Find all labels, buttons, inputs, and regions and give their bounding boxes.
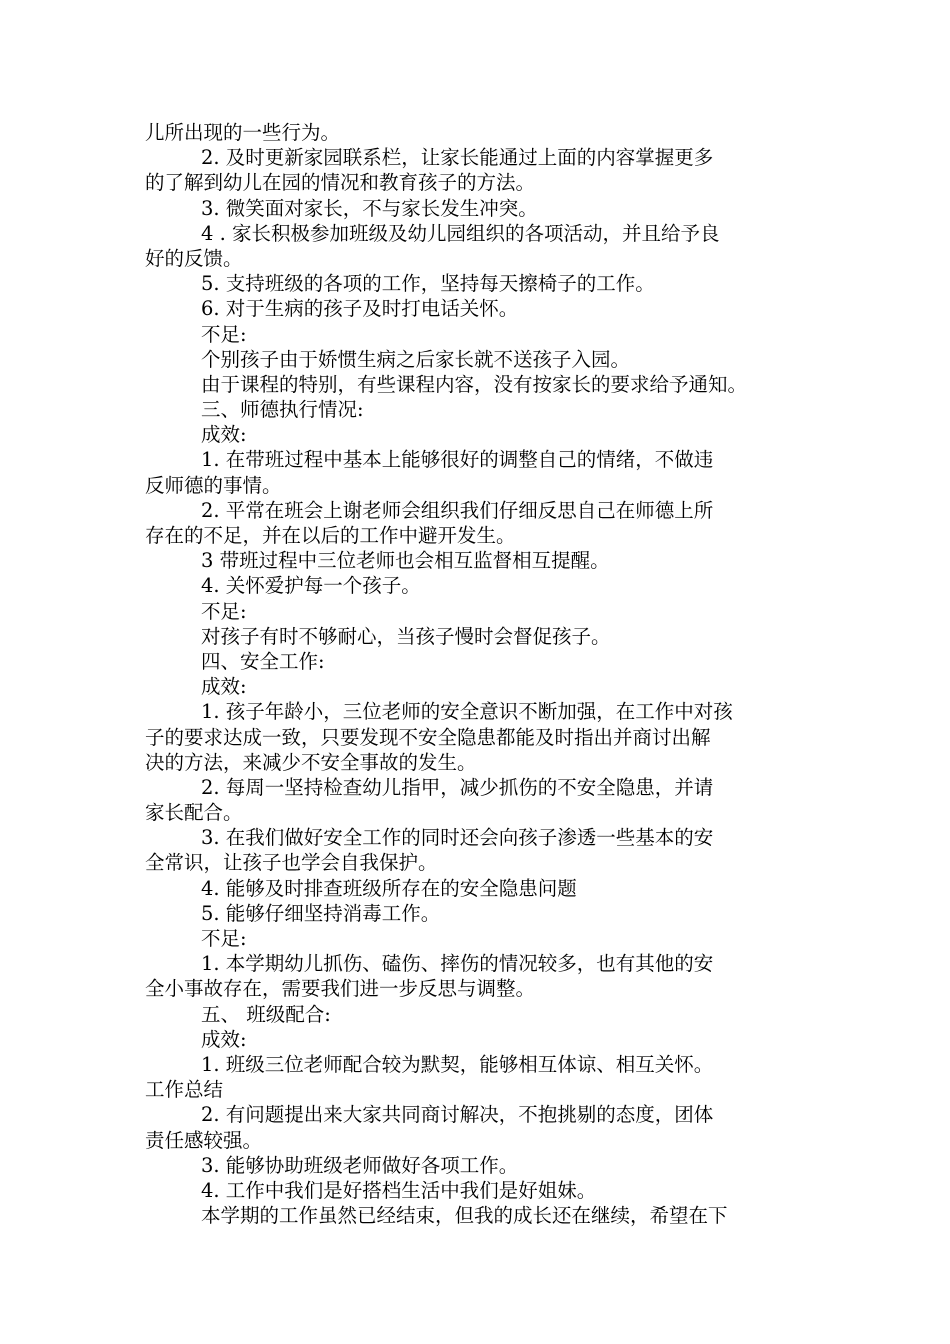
text-line: 2. 有问题提出来大家共同商讨解决，不抱挑剔的态度，团体 — [201, 1103, 714, 1127]
text-line: 三、师德执行情况: — [201, 398, 364, 422]
text-line: 1. 班级三位老师配合较为默契，能够相互体谅、相互关怀。 — [201, 1052, 714, 1076]
text-line: 2. 平常在班会上谢老师会组织我们仔细反思自己在师德上所 — [201, 498, 714, 522]
document-body — [145, 120, 820, 1228]
text-line: 由于课程的特别，有些课程内容，没有按家长的要求给予通知。 — [201, 372, 748, 396]
text-line: 家长配合。 — [145, 801, 243, 825]
text-line: 1. 在带班过程中基本上能够很好的调整自己的情绪，不做违 — [201, 448, 714, 472]
text-line: 4. 工作中我们是好搭档生活中我们是好姐妹。 — [201, 1178, 597, 1202]
text-line: 6. 对于生病的孩子及时打电话关怀。 — [201, 297, 519, 321]
text-line: 2. 及时更新家园联系栏，让家长能通过上面的内容掌握更多 — [201, 146, 714, 170]
text-line: 全常识，让孩子也学会自我保护。 — [145, 851, 438, 875]
text-line: 个别孩子由于娇惯生病之后家长就不送孩子入园。 — [201, 347, 631, 371]
text-line: 不足: — [201, 322, 247, 346]
text-line: 3. 能够协助班级老师做好各项工作。 — [201, 1153, 519, 1177]
text-line: 反师德的事情。 — [145, 473, 282, 497]
text-line: 全小事故存在，需要我们进一步反思与调整。 — [145, 977, 536, 1001]
text-line: 四、安全工作: — [201, 649, 325, 673]
text-line: 1. 孩子年龄小，三位老师的安全意识不断加强，在工作中对孩 — [201, 700, 733, 724]
text-line: 责任感较强。 — [145, 1128, 263, 1152]
text-line: 3. 微笑面对家长，不与家长发生冲突。 — [201, 196, 538, 220]
text-line: 儿所出现的一些行为。 — [145, 121, 341, 144]
text-line: 决的方法，来减少不安全事故的发生。 — [145, 750, 477, 774]
text-line: 子的要求达成一致，只要发现不安全隐患都能及时指出并商讨出解 — [145, 725, 711, 749]
text-line: 对孩子有时不够耐心，当孩子慢时会督促孩子。 — [201, 624, 611, 648]
text-line: 成效: — [201, 423, 247, 447]
text-line: 1. 本学期幼儿抓伤、磕伤、摔伤的情况较多，也有其他的安 — [201, 952, 714, 976]
text-line: 5. 能够仔细坚持消毒工作。 — [201, 901, 441, 925]
text-line: 工作总结 — [145, 1078, 224, 1102]
text-line: 4 . 家长积极参加班级及幼儿园组织的各项活动，并且给予良 — [201, 221, 720, 245]
text-line: 成效: — [201, 1027, 247, 1051]
text-line: 2. 每周一坚持检查幼儿指甲，减少抓伤的不安全隐患，并请 — [201, 775, 714, 799]
text-line: 的了解到幼儿在园的情况和教育孩子的方法。 — [145, 171, 536, 195]
text-line: 3. 在我们做好安全工作的同时还会向孩子渗透一些基本的安 — [201, 826, 714, 850]
text-line: 存在的不足，并在以后的工作中避开发生。 — [145, 524, 516, 547]
text-line: 不足: — [201, 599, 247, 623]
text-line: 5. 支持班级的各项的工作，坚持每天擦椅子的工作。 — [201, 272, 655, 296]
text-line: 本学期的工作虽然已经结束，但我的成长还在继续，希望在下 — [201, 1204, 728, 1228]
text-line: 五、 班级配合: — [201, 1002, 331, 1026]
text-line: 成效: — [201, 675, 247, 699]
text-line: 4. 能够及时排查班级所存在的安全隐患问题 — [201, 876, 577, 900]
text-line: 4. 关怀爱护每一个孩子。 — [201, 574, 421, 598]
text-line: 好的反馈。 — [145, 246, 243, 270]
text-line: 不足: — [201, 927, 247, 950]
text-line: 3 带班过程中三位老师也会相互监督相互提醒。 — [201, 549, 610, 573]
